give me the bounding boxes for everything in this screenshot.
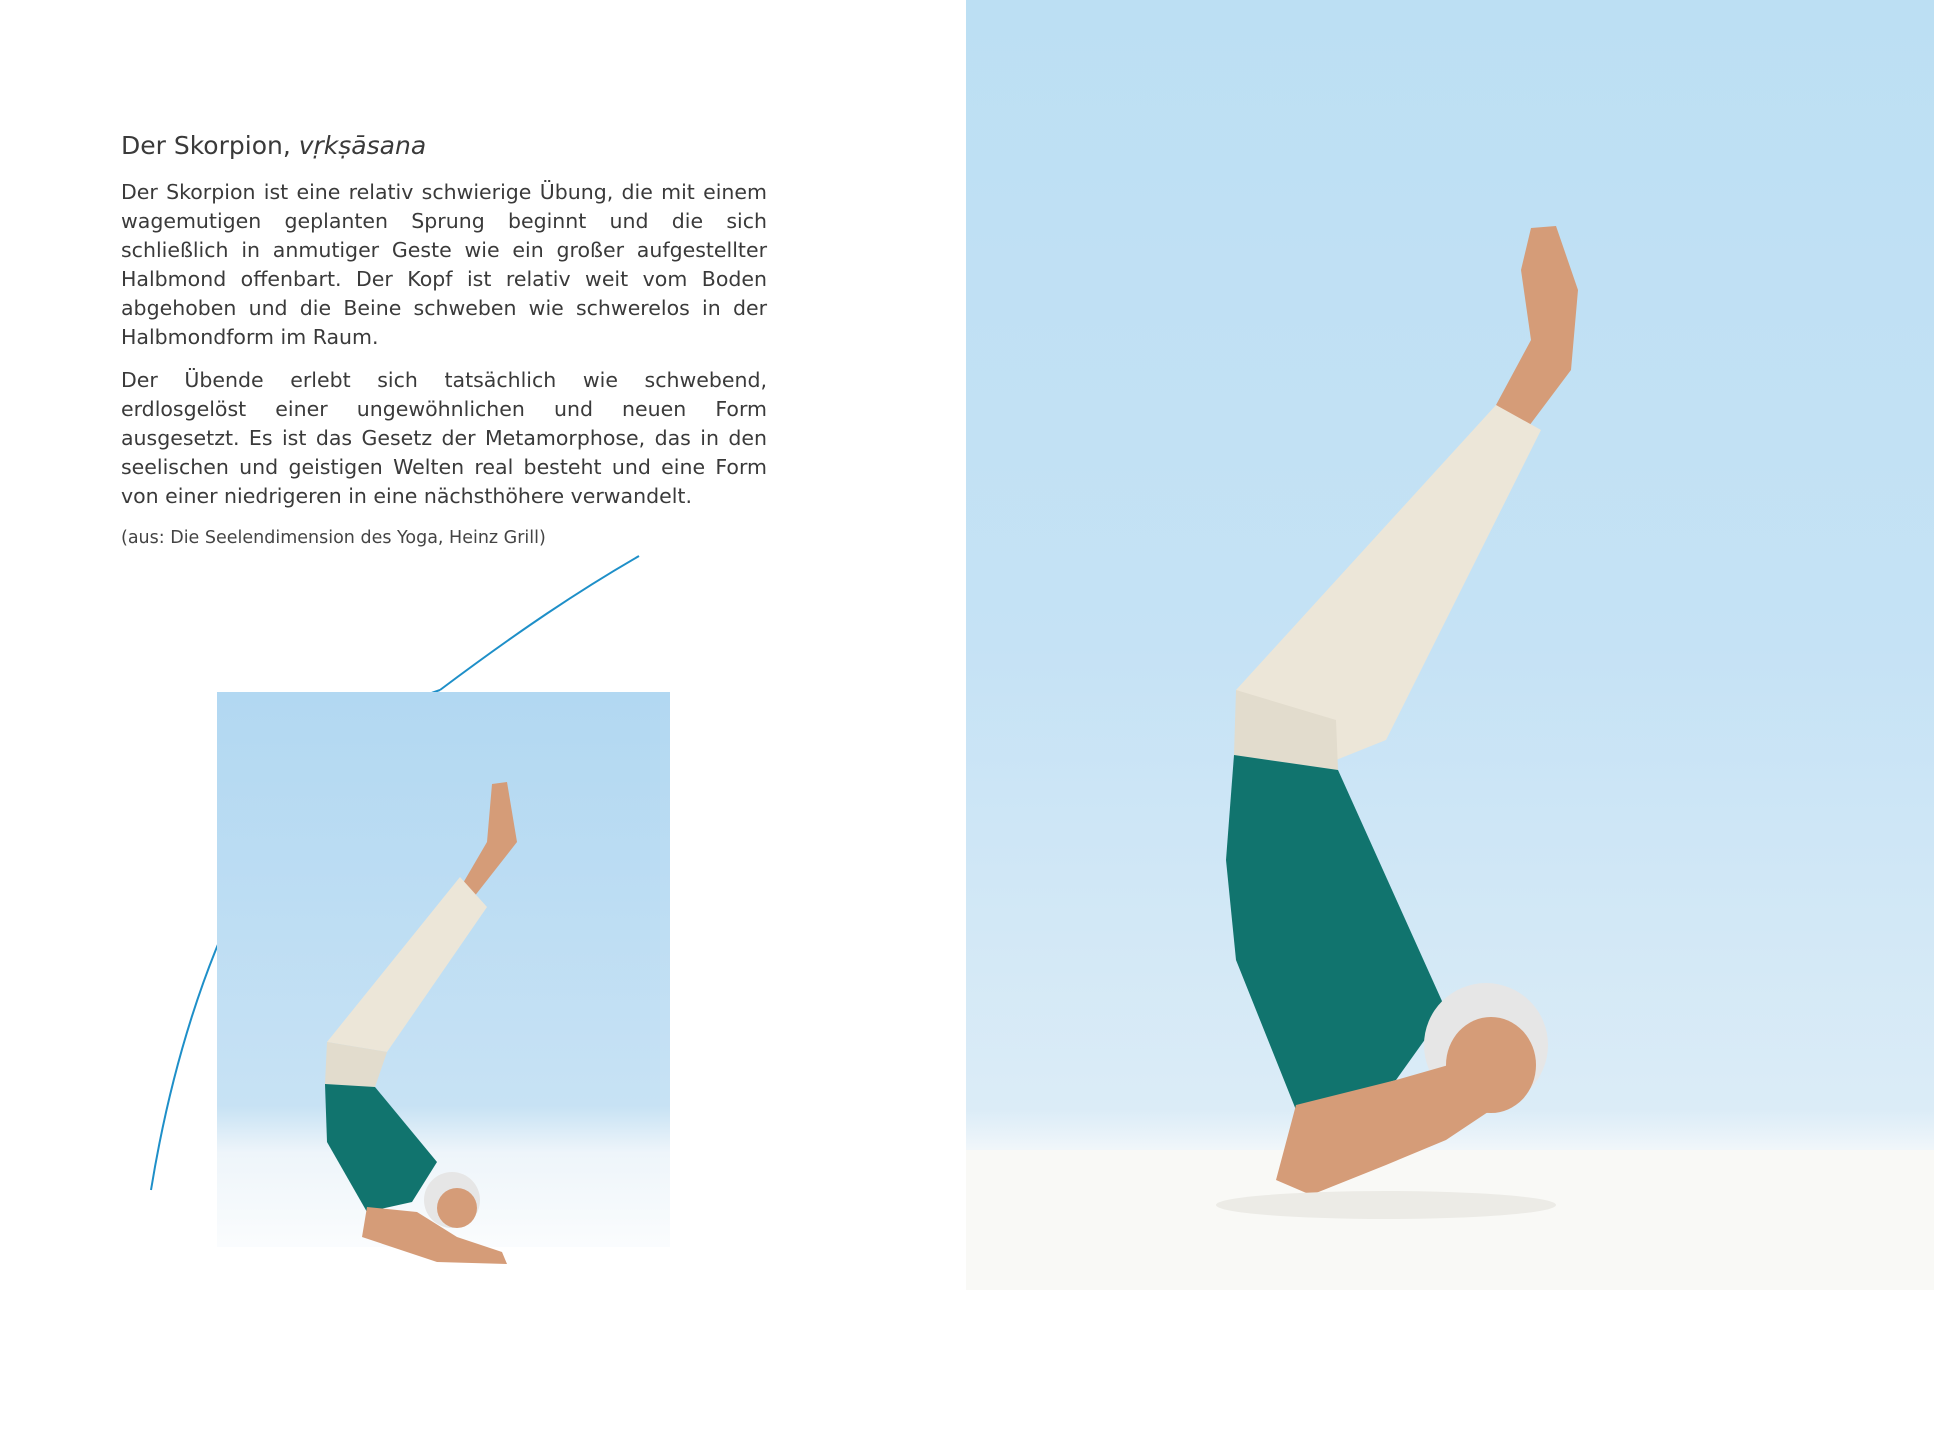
citation: (aus: Die Seelendimension des Yoga, Heinz Grill) xyxy=(121,528,546,548)
paragraph-2: Der Übende erlebt sich tatsächlich wie schwebend, erdlosgelöst einer ungewöhnlichen und neuen Form ausgesetzt. Es ist das Gesetz der Metamorphose, das in den seelischen und geistigen Welten real besteht und eine Form von einer niedrigeren in eine nächsthöhere verwandelt. xyxy=(121,368,767,508)
right-page xyxy=(966,0,1934,1454)
left-page xyxy=(0,0,966,1454)
large-pose-illustration xyxy=(966,0,1934,1290)
pose-title: Der Skorpion, xyxy=(121,131,299,160)
pose-sanskrit-name: vṛkṣāsana xyxy=(298,131,427,160)
small-pose-photo xyxy=(217,692,670,1283)
large-pose-photo xyxy=(966,0,1934,1290)
paragraph-1: Der Skorpion ist eine relativ schwierige Übung, die mit einem wagemutigen geplanten Sprung beginnt und die sich schließlich in anmutiger Geste wie ein großer aufgestellter Halbmond offenbart. Der Kopf ist relativ weit vom Boden abgehoben und die Beine schweben wie schwerelos in der Halbmondform im Raum. xyxy=(121,180,767,349)
small-pose-illustration xyxy=(217,692,670,1283)
